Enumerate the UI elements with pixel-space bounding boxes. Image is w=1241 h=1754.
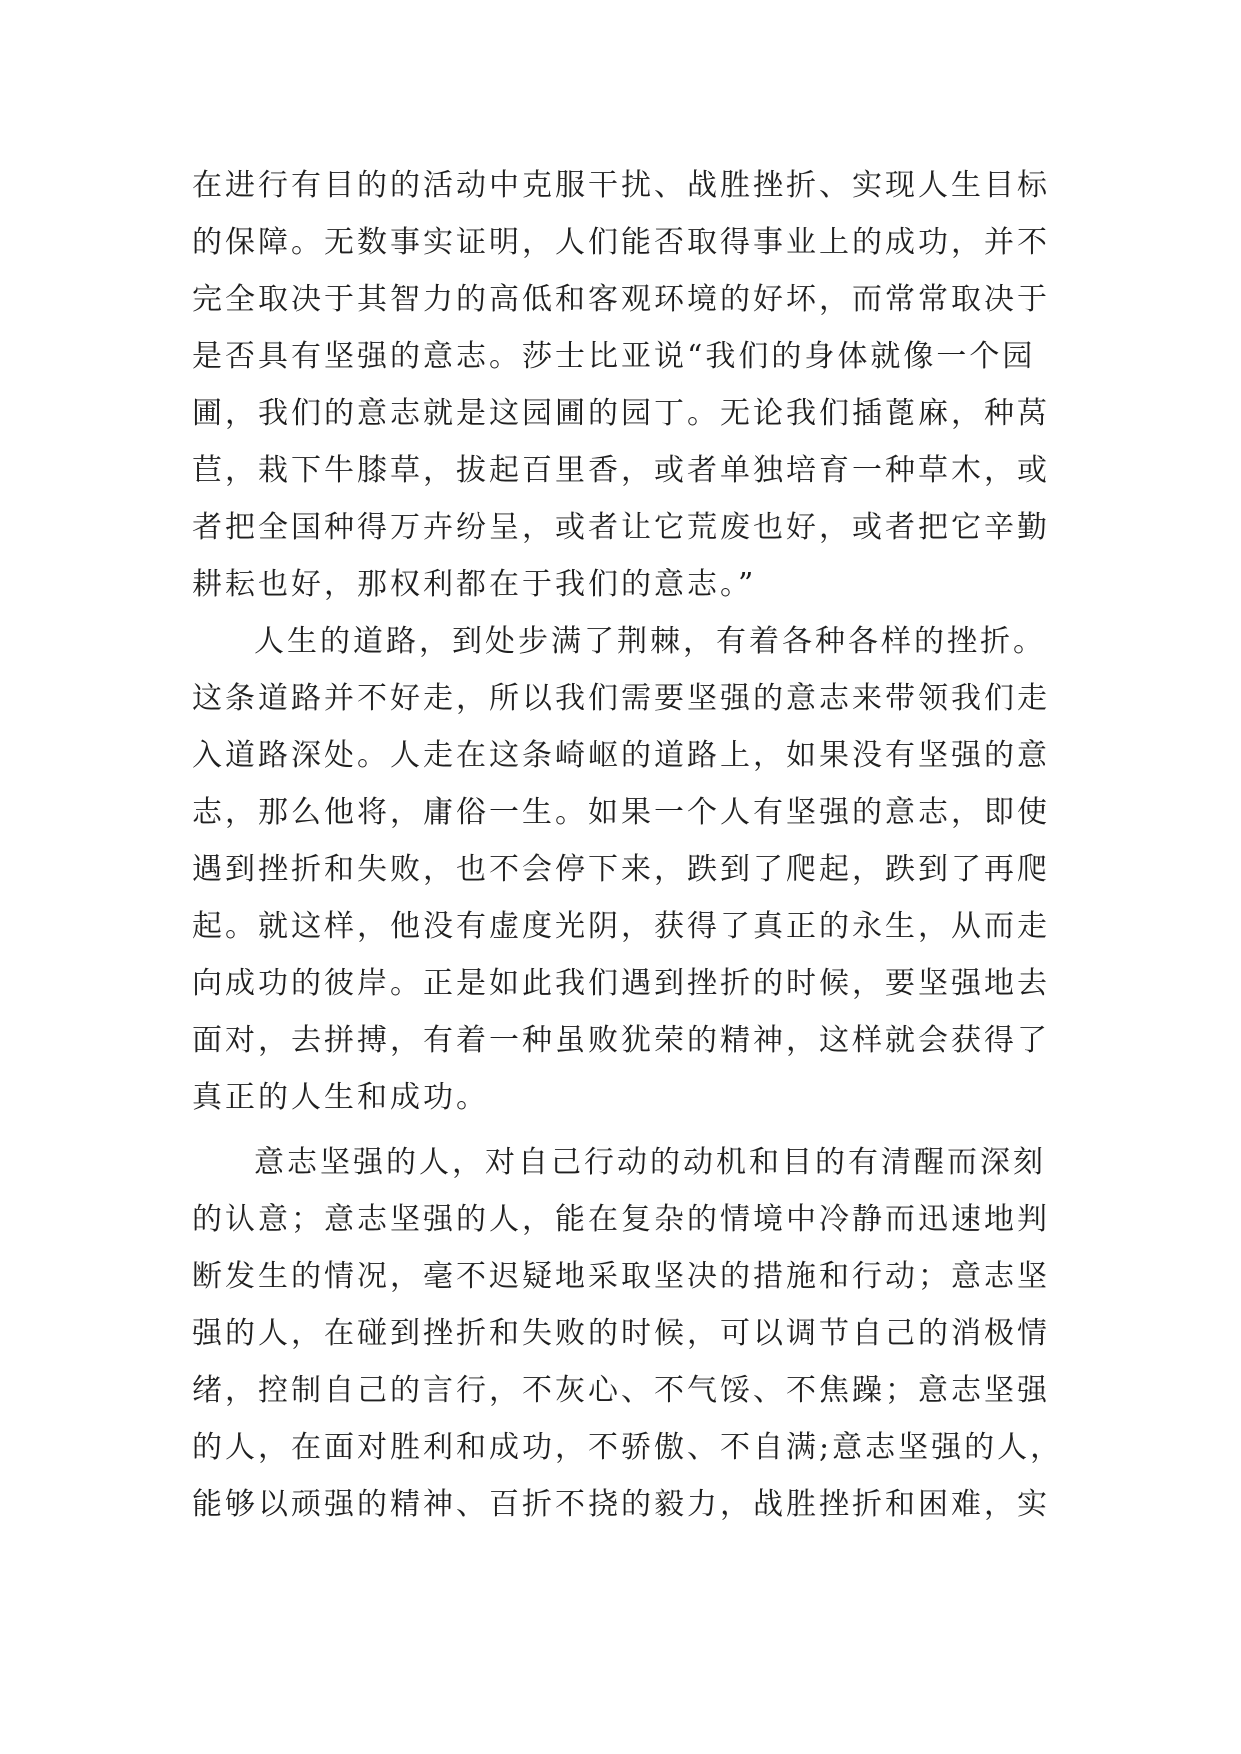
text-line: 强的人，在碰到挫折和失败的时候，可以调节自己的消极情 [192,1316,1050,1351]
text-line: 在进行有目的的活动中克服干扰、战胜挫折、实现人生目标 [192,168,1050,203]
text-line: 志，那么他将，庸俗一生。如果一个人有坚强的意志，即使 [192,795,1050,830]
text-line: 起。就这样，他没有虚度光阴，获得了真正的永生，从而走 [192,909,1050,944]
text-line: 遇到挫折和失败，也不会停下来，跌到了爬起，跌到了再爬 [192,852,1050,887]
text-line: 完全取决于其智力的高低和客观环境的好坏，而常常取决于 [192,282,1050,317]
text-line: 是否具有坚强的意志。莎士比亚说“我们的身体就像一个园 [192,339,1036,374]
paragraph-start-line: 意志坚强的人，对自己行动的动机和目的有清醒而深刻 [254,1145,1046,1180]
text-line: 者把全国种得万卉纷呈，或者让它荒废也好，或者把它辛勤 [192,510,1050,545]
text-line: 的人，在面对胜利和成功，不骄傲、不自满;意志坚强的人， [192,1430,1064,1465]
text-line: 能够以顽强的精神、百折不挠的毅力，战胜挫折和困难，实 [192,1487,1050,1522]
text-line: 真正的人生和成功。 [192,1080,489,1115]
text-line: 入道路深处。人走在这条崎岖的道路上，如果没有坚强的意 [192,738,1050,773]
text-line: 断发生的情况，毫不迟疑地采取坚决的措施和行动；意志坚 [192,1259,1050,1294]
text-line: 绪，控制自己的言行，不灰心、不气馁、不焦躁；意志坚强 [192,1373,1050,1408]
text-line: 的保障。无数事实证明，人们能否取得事业上的成功，并不 [192,225,1050,260]
text-line: 的认意；意志坚强的人，能在复杂的情境中冷静而迅速地判 [192,1202,1050,1237]
text-line: 面对，去拼搏，有着一种虽败犹荣的精神，这样就会获得了 [192,1023,1050,1058]
text-line: 苣，栽下牛膝草，拔起百里香，或者单独培育一种草木，或 [192,453,1050,488]
text-line: 这条道路并不好走，所以我们需要坚强的意志来带领我们走 [192,681,1050,716]
text-line: 圃，我们的意志就是这园圃的园丁。无论我们插蓖麻，种莴 [192,396,1050,431]
text-line: 向成功的彼岸。正是如此我们遇到挫折的时候，要坚强地去 [192,966,1050,1001]
paragraph-start-line: 人生的道路，到处步满了荆棘，有着各种各样的挫折。 [254,624,1046,659]
text-line: 耕耘也好，那权利都在于我们的意志。” [192,567,757,602]
